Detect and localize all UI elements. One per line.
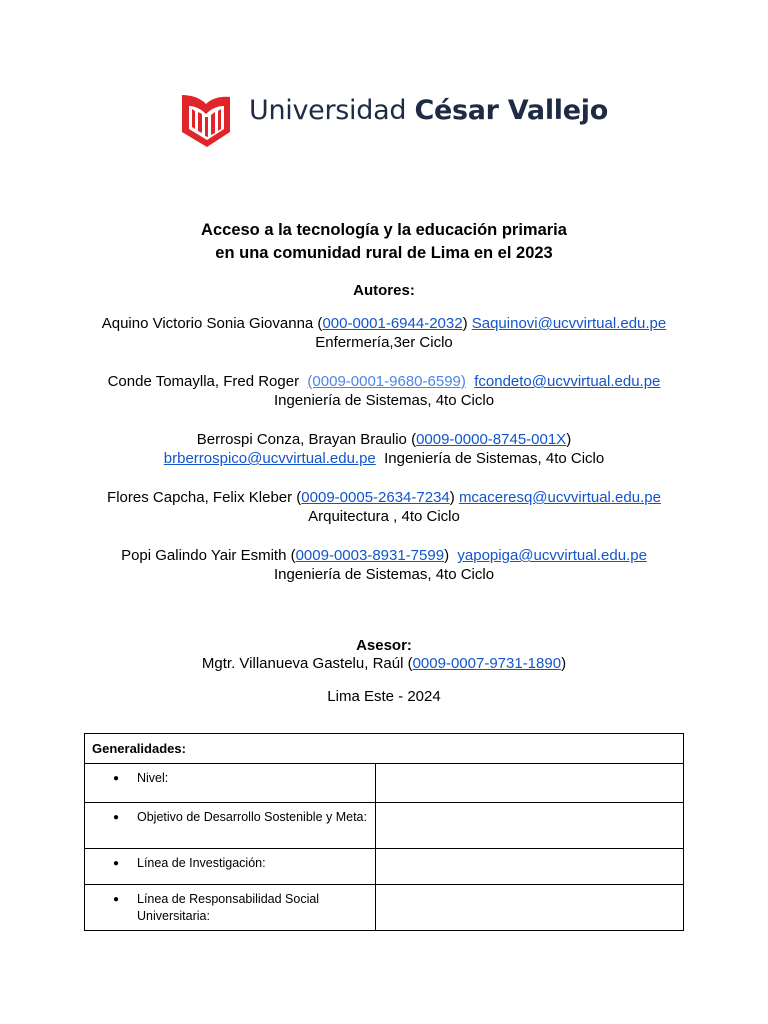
generalidades-heading: Generalidades: [92,741,186,756]
row-label: Línea de Investigación: [137,856,266,870]
university-emblem-icon [181,92,231,148]
author-separator: ) [444,547,458,564]
university-name-regular: Universidad [249,95,407,126]
authors-heading: Autores: [353,282,415,299]
email-link[interactable]: mcaceresq@ucvvirtual.edu.pe [458,489,661,506]
row-value-cell[interactable] [376,849,684,885]
email-link[interactable]: fcondeto@ucvvirtual.edu.pe [474,373,661,390]
row-label: Nivel: [137,771,169,785]
author-name: Flores Capcha, Felix Kleber ( [107,489,302,506]
university-name [249,95,608,126]
row-value-cell[interactable] [376,885,684,931]
bullet-icon: ● [113,894,120,905]
table-row [85,803,684,849]
author-separator [466,373,474,390]
author-separator: ) [449,489,459,506]
bullet-icon: ● [113,858,120,869]
author-separator: ) [462,315,472,332]
email-link[interactable]: brberrospico@ucvvirtual.edu.pe [163,450,376,467]
author-entry-1 [0,314,768,352]
row-label-cell [85,803,376,849]
row-label-cell [85,885,376,931]
author-program: Arquitectura , 4to Ciclo [308,508,460,525]
author-entry-2 [0,372,768,410]
author-program: Ingeniería de Sistemas, 4to Ciclo [273,392,495,409]
row-value-cell[interactable] [376,764,684,803]
title-line-1: Acceso a la tecnología y la educación primaria [201,221,567,239]
advisor-name: Mgtr. Villanueva Gastelu, Raúl ( [201,655,413,672]
bullet-icon: ● [113,812,120,823]
table-row [85,885,684,931]
orcid-link[interactable]: 0009-0003-8931-7599 [295,547,445,564]
author-entry-4 [0,488,768,526]
orcid-link[interactable]: 0009-0005-2634-7234 [301,489,450,506]
author-entry-3 [0,430,768,468]
bullet-icon: ● [113,773,120,784]
advisor-separator: ) [561,655,567,672]
author-separator: ) [566,431,572,448]
table-header-cell [85,734,684,764]
orcid-link[interactable]: 0009-0000-8745-001X [416,431,567,448]
advisor-heading: Asesor: [356,637,412,654]
author-name: Aquino Victorio Sonia Giovanna ( [101,315,323,332]
author-entry-5 [0,546,768,584]
university-name-bold: César Vallejo [414,95,608,126]
author-program: Ingeniería de Sistemas, 4to Ciclo [375,450,605,467]
row-label-cell [85,764,376,803]
place-date: Lima Este - 2024 [327,688,441,705]
table-row [85,764,684,803]
author-name: Conde Tomaylla, Fred Roger [107,373,308,390]
generalidades-table [84,733,684,931]
orcid-link[interactable]: 000-0001-6944-2032 [322,315,463,332]
author-name: Berrospi Conza, Brayan Braulio ( [196,431,417,448]
title-line-2: en una comunidad rural de Lima en el 2023 [215,244,553,262]
row-label: Objetivo de Desarrollo Sostenible y Meta: [137,810,367,824]
document-title [0,219,768,265]
row-label: Línea de Responsabilidad Social Universitaria: [137,892,320,923]
advisor-entry [0,655,768,672]
author-program: Ingeniería de Sistemas, 4to Ciclo [273,566,495,583]
advisor-orcid-link[interactable]: 0009-0007-9731-1890 [412,655,562,672]
row-value-cell[interactable] [376,803,684,849]
table-header-row [85,734,684,764]
author-name: Popi Galindo Yair Esmith ( [121,547,296,564]
table-row [85,849,684,885]
orcid-link[interactable]: (0009-0001-9680-6599) [307,373,466,390]
row-label-cell [85,849,376,885]
author-program: Enfermería,3er Ciclo [315,334,453,351]
email-link[interactable]: yapopiga@ucvvirtual.edu.pe [457,547,647,564]
email-link[interactable]: Saquinovi@ucvvirtual.edu.pe [471,315,667,332]
